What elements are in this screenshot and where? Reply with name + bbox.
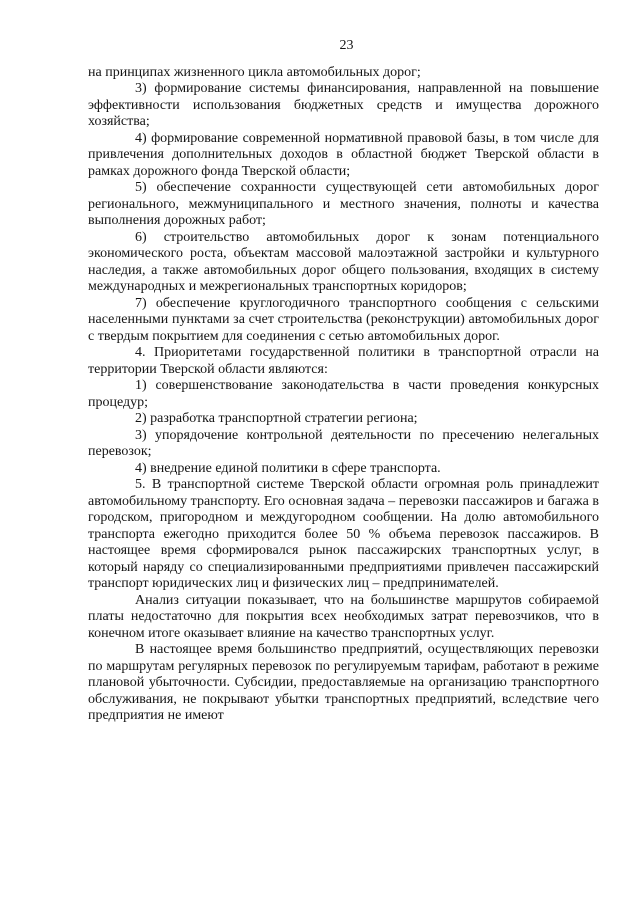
paragraph-section-4-priorities: 4. Приоритетами государственной политики в транспортной отрасли на территории Тверской области являются: [88, 345, 599, 377]
paragraph-priority-4: 4) внедрение единой политики в сфере транспорта. [135, 460, 441, 476]
paragraph-item-5: 5) обеспечение сохранности существующей сети автомобильных дорог регионального, межмуниципального и местного значения, полноты и качества выполнения дорожных работ; [88, 180, 599, 228]
paragraph-priority-3: 3) упорядочение контрольной деятельности по пресечению нелегальных перевозок; [88, 427, 599, 459]
paragraph-continuation: на принципах жизненного цикла автомобильных дорог; [88, 64, 421, 80]
paragraph-item-4: 4) формирование современной нормативной правовой базы, в том числе для привлечения дополнительных доходов в областной бюджет Тверской области в рамках дорожного фонда Тверской области; [88, 130, 599, 179]
paragraph-section-5-transport: 5. В транспортной системе Тверской области огромная роль принадлежит автомобильному транспорту. Его основная задача – перевозки пассажиров и багажа в городском, пригородном и междугородном сообщении. На долю автомобильного транспорта ежегодно приходится более 50 % объема перевозок пассажиров. В настоящее время сформировался рынок пассажирских транспортных услуг, в который наряду со специализированными предприятиями привлечен пассажирский транспорт юридических лиц и физических лиц – предпринимателей. [88, 477, 599, 591]
paragraph-item-3: 3) формирование системы финансирования, направленной на повышение эффективности использования бюджетных средств и имущества дорожного хозяйства; [88, 81, 599, 129]
paragraph-analysis: Анализ ситуации показывает, что на большинстве маршрутов собираемой платы недостаточно для покрытия всех необходимых затрат перевозчиков, что в конечном итоге оказывает влияние на качество транспортных услуг. [88, 592, 599, 641]
paragraph-priority-1: 1) совершенствование законодательства в части проведения конкурсных процедур; [88, 378, 599, 410]
paragraph-priority-2: 2) разработка транспортной стратегии региона; [135, 411, 418, 426]
paragraph-item-6: 6) строительство автомобильных дорог к зонам потенциального экономического роста, объектам массовой малоэтажной застройки и культурного наследия, а также автомобильных дорог общего пользования, входящих в систему международных и межрегиональных транспортных коридоров; [88, 229, 599, 294]
paragraph-item-7: 7) обеспечение круглогодичного транспортного сообщения с сельскими населенными пунктами за счет строительства (реконструкции) автомобильных дорог с твердым покрытием для соединения с сетью автомобильных дорог. [88, 295, 599, 344]
page-number: 23 [339, 38, 354, 53]
paragraph-subsidies: В настоящее время большинство предприятий, осуществляющих перевозки по маршрутам регулярных перевозок по регулируемым тарифам, работают в режиме плановой убыточности. Субсидии, предоставляемые на организацию транспортного обслуживания, не покрывают убытки транспортных предприятий, вследствие чего предприятия не имеют [88, 642, 599, 723]
